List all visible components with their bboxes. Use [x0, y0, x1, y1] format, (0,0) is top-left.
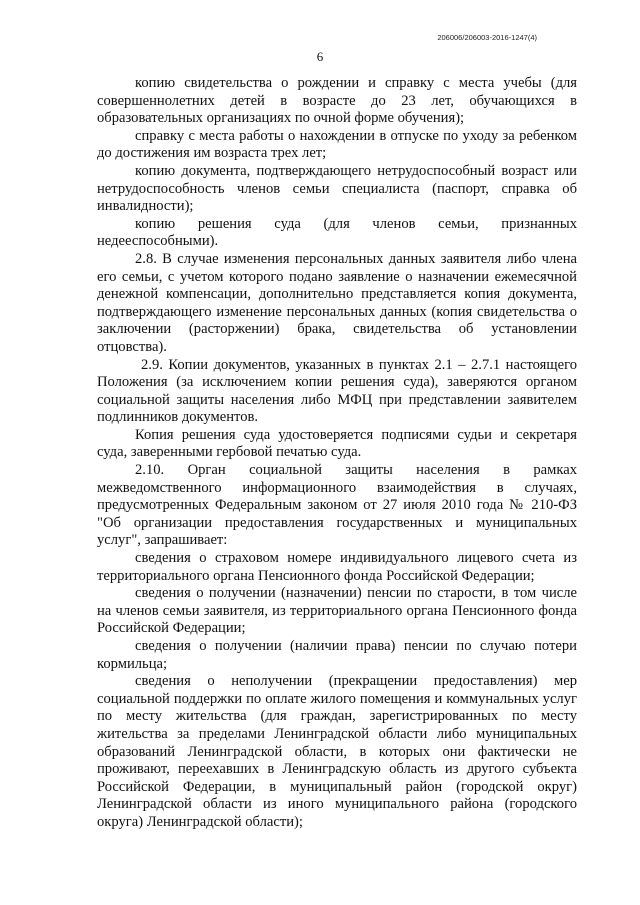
paragraph-2-10: 2.10. Орган социальной защиты населения в рамках межведомственного информационного взаимодействия в случаях, предусмотренных Федеральным законом от 27 июля 2010 года № 210-ФЗ "Об организации предоставления государственных и муниципальных услуг", запрашивает: — [97, 462, 577, 549]
paragraph-court-decision: копию решения суда (для членов семьи, признанных недееспособными). — [97, 215, 577, 250]
paragraph-parental-leave: справку с места работы о нахождении в отпуске по уходу за ребенком до достижения им возраста трех лет; — [97, 127, 577, 162]
paragraph-birth-certificate: копию свидетельства о рождении и справку с места учебы (для совершеннолетних детей в возрасте до 23 лет, обучающихся в образовательных организациях по очной форме обучения); — [97, 75, 577, 127]
paragraph-2-9: 2.9. Копии документов, указанных в пунктах 2.1 – 2.7.1 настоящего Положения (за исключением копии решения суда), заверяются органом социальной защиты населения либо МФЦ при представлении заявителем подлинников документов. — [97, 356, 577, 426]
paragraph-snils: сведения о страховом номере индивидуального лицевого счета из территориального органа Пенсионного фонда Российской Федерации; — [97, 550, 577, 584]
paragraph-old-age-pension: сведения о получении (назначении) пенсии по старости, в том числе на членов семьи заявителя, из территориального органа Пенсионного фонда Российской Федерации; — [97, 585, 577, 637]
document-code: 206006/206003-2016-1247(4) — [437, 33, 537, 42]
paragraph-social-support: сведения о неполучении (прекращении предоставления) мер социальной поддержки по оплате жилого помещения и коммунальных услуг по месту жительства (для граждан, зарегистрированных по месту жительства за пределами Ленинградской области либо муниципальных образований Ленинградской области, в которых они фактически не проживают, переехавших в Ленинградскую область из другого субъекта Российской Федерации, в муниципальный район (городской округ) Ленинградской области из иного муниципального района (городского округа) Ленинградской области); — [97, 673, 577, 830]
document-body — [97, 75, 577, 832]
paragraph-court-copy: Копия решения суда удостоверяется подписями судьи и секретаря суда, заверенными гербовой печатью суда. — [97, 426, 577, 461]
page-number: 6 — [316, 49, 324, 64]
paragraph-2-8: 2.8. В случае изменения персональных данных заявителя либо члена его семьи, с учетом которого подано заявление о назначении ежемесячной денежной компенсации, дополнительно представляется копия документа, подтверждающего изменение персональных данных (копия свидетельства о заключении (расторжении) брака, свидетельства об установлении отцовства). — [97, 250, 577, 355]
paragraph-survivor-pension: сведения о получении (наличии права) пенсии по случаю потери кормильца; — [97, 638, 577, 672]
paragraph-disability-document: копию документа, подтверждающего нетрудоспособный возраст или нетрудоспособность членов семьи специалиста (паспорт, справка об инвалидности); — [97, 162, 577, 215]
